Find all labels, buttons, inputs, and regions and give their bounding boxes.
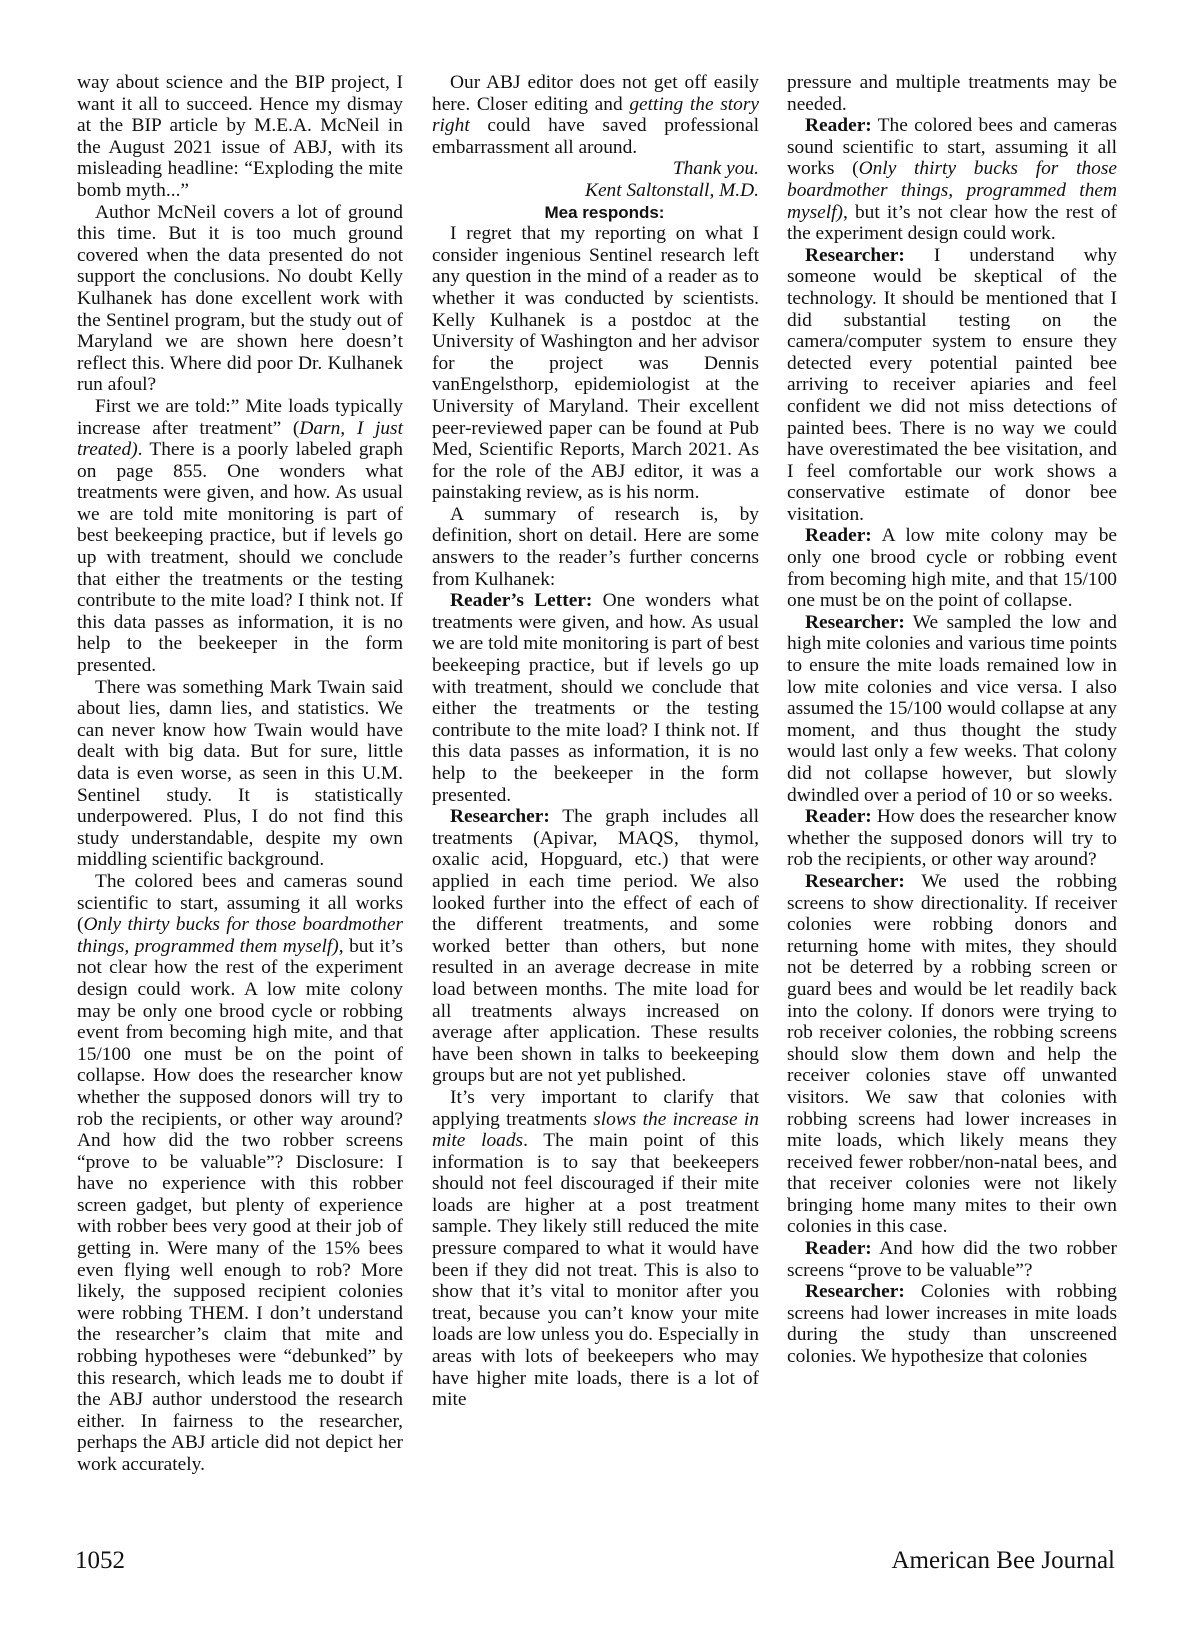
speaker-label: Reader: — [805, 525, 872, 547]
signature-name: Kent Saltonstall, M.D. — [585, 179, 759, 201]
paragraph — [787, 1281, 1117, 1367]
paragraph — [787, 612, 1117, 806]
text-run: Our ABJ editor does not get off easily here. Closer editing and — [432, 72, 759, 115]
text-run: We used the robbing screens to show directionality. If receiver colonies were robbing donors and returning home with mites, they should not be deterred by a robbing screen or guard bees and would be let readily back into the colony. If donors were trying to rob receiver colonies, the robbing screens should slow them down and help the receiver colonies stave off unwanted visitors. We saw that colonies with robbing screens had lower increases in mite loads, which likely means they received fewer robber/non-natal bees, and that receiver colonies were not likely bringing home many mites to their own colonies in this case. — [787, 870, 1117, 1238]
paragraph — [787, 245, 1117, 526]
paragraph — [77, 871, 403, 1476]
speaker-label: Reader: — [805, 806, 872, 828]
paragraph — [787, 871, 1117, 1238]
text-run: One wonders what treatments were given, and how. As usual we are told mite monitoring is part of best beekeeping practice, but if levels go up with treatment, should we conclude that either the treatments or the testing contribute to the mite load? I think not. If this data passes as information, it is no help to the beekeeper in the form presented. — [432, 590, 759, 806]
paragraph: pressure and multiple treatments may be needed. — [787, 72, 1117, 115]
text-run: could have saved professional embarrassment all around. — [432, 115, 759, 158]
paragraph — [787, 806, 1117, 871]
column-3 — [787, 72, 1117, 1368]
text-run: , but it’s not clear how the rest of the experiment design could work. A low mite colony may be only one brood cycle or robbing event from becoming high mite, and that 15/100 one must be on the point of collapse. How does the researcher know whether the supposed donors will try to rob the recipients, or other way around? And how did the two robber screens “prove to be valuable”? Disclosure: I have no experience with this robber screen gadget, but plenty of experience with robber bees very good at their job of getting in. Were many of the 15% bees even flying well enough to rob? More likely, the supposed recipient colonies were robbing THEM. I don’t understand the researcher’s claim that mite and robbing hypotheses were “debunked” by this research, which leads me to doubt if the ABJ author understood the research either. In fairness to the researcher, perhaps the ABJ article did not depict her work accurately. — [77, 935, 404, 1475]
text-run: How does the researcher know whether the supposed donors will try to rob the recipients, or other way around? — [787, 806, 1117, 871]
text-run: And how did the two robber screens “prove to be valuable”? — [787, 1238, 1117, 1281]
paragraph: I regret that my reporting on what I consider ingenious Sentinel research left any question in the mind of a reader as to whether it was conducted by scientists. Kelly Kulhanek is a postdoc at the University of Washington and her advisor for the project was Dennis vanEngelsthorp, epidemiologist at the University of Maryland. Their excellent peer-reviewed paper can be found at Pub Med, Scientific Reports, March 2021. As for the role of the ABJ editor, it was a painstaking review, as is his norm. — [432, 223, 759, 504]
paragraph — [432, 806, 759, 1087]
italic-text: Only thirty bucks for those boardmother things, programmed them myself) — [77, 914, 403, 957]
text-run: The colored bees and cameras sound scientific to start, assuming it all works ( — [787, 115, 1117, 180]
text-run: The colored bees and cameras sound scientific to start, assuming it all works ( — [77, 870, 403, 936]
speaker-label: Researcher: — [450, 806, 550, 828]
text-run: , but it’s not clear how the rest of the experiment design could work. — [787, 201, 1117, 245]
speaker-label: Reader: — [805, 1238, 872, 1260]
italic-text: Darn, I just treated) — [77, 417, 403, 461]
column-2 — [432, 72, 759, 1411]
text-run: The graph includes all treatments (Apivar, MAQS, thymol, oxalic acid, Hopguard, etc.) that were applied in each time period. We also looked further into the effect of each of the different treatments, and some worked better than others, but none resulted in an average decrease in mite load between months. The mite load for all treatments always increased on average after application. These results have been shown in talks to beekeeping groups but are not yet published. — [432, 806, 759, 1087]
paragraph — [787, 115, 1117, 245]
speaker-label: Researcher: — [805, 1281, 905, 1303]
paragraph: A summary of research is, by definition, short on detail. Here are some answers to the reader’s further concerns from Kulhanek: — [432, 503, 759, 590]
speaker-label: Researcher: — [805, 244, 905, 266]
text-run: We sampled the low and high mite colonies and various time points to ensure the mite loads remained low in low mite colonies and vice versa. I also assumed the 15/100 would collapse at any moment, and thus thought the study would last only a few weeks. That colony did not collapse however, but slowly dwindled over a period of 10 or so weeks. — [787, 611, 1117, 806]
text-run: It’s very important to clarify that applying treatments — [432, 1086, 759, 1130]
section-heading: Mea responds: — [544, 202, 665, 222]
paragraph — [77, 396, 403, 677]
text-run: . There is a poorly labeled graph on page 855. One wonders what treatments were given, and how. As usual we are told mite monitoring is part of best beekeeping practice, but if levels go up with treatment, should we conclude that either the treatments or the testing contribute to the mite load? I think not. If this data passes as information, it is no help to the beekeeper in the form presented. — [77, 439, 403, 677]
speaker-label: Reader: — [805, 115, 872, 137]
paragraph — [787, 525, 1117, 611]
text-run: Colonies with robbing screens had lower increases in mite loads during the study than unscreened colonies. We hypothesize that colonies — [787, 1281, 1117, 1368]
text-run: I understand why someone would be skeptical of the technology. It should be mentioned that I did substantial testing on the camera/computer system to ensure they detected every potential painted bee arriving to receiver apiaries and feel confident we did not miss detections of painted bees. There is no way we could have overestimated the bee visitation, and I feel comfortable our work shows a conservative estimate of donor bee visitation. — [787, 244, 1117, 525]
speaker-label: Researcher: — [805, 611, 905, 633]
text-run: A low mite colony may be only one brood cycle or robbing event from becoming high mite, and that 15/100 one must be on the point of collapse. — [787, 525, 1117, 612]
paragraph — [432, 1087, 759, 1411]
speaker-label: Reader’s Letter: — [450, 590, 593, 612]
journal-name: American Bee Journal — [891, 1547, 1115, 1574]
italic-text: slows the increase in mite loads — [432, 1108, 759, 1152]
speaker-label: Researcher: — [805, 870, 905, 892]
paragraph — [432, 72, 759, 158]
paragraph — [432, 590, 759, 806]
page-number: 1052 — [75, 1547, 125, 1574]
paragraph: Author McNeil covers a lot of ground this time. But it is too much ground covered when the data presented do not support the conclusions. No doubt Kelly Kulhanek has done excellent work with the Sentinel program, but the study out of Maryland we are shown here doesn’t reflect this. Where did poor Dr. Kulhanek run afoul? — [77, 201, 403, 396]
italic-text: Only thirty bucks for those boardmother things, programmed them myself) — [787, 158, 1117, 223]
paragraph: There was something Mark Twain said about lies, damn lies, and statistics. We can never know how Twain would have dealt with big data. But for sure, little data is even worse, as seen in this U.M. Sentinel study. It is statistically underpowered. Plus, I do not find this study understandable, despite my own middling scientific background. — [77, 676, 403, 871]
column-1 — [77, 72, 403, 1476]
paragraph: way about science and the BIP project, I want it all to succeed. Hence my dismay at the BIP article by M.E.A. McNeil in the August 2021 issue of ABJ, with its misleading headline: “Exploding the mite bomb myth...” — [77, 72, 403, 201]
text-run: . The main point of this information is to say that beekeepers should not feel discouraged if their mite loads are higher at a post treatment sample. They likely still reduced the mite pressure compared to what it would have been if they did not treat. This is also to show that it’s vital to monitor after you treat, because you can’t know your mite loads are low unless you do. Especially in areas with lots of beekeepers who may have higher mite loads, there is a lot of mite — [432, 1130, 759, 1411]
italic-text: getting the story right — [432, 93, 759, 137]
paragraph — [787, 1238, 1117, 1281]
text-run: First we are told:” Mite loads typically increase after treatment” ( — [77, 395, 403, 439]
signature-closing: Thank you. — [672, 158, 759, 180]
